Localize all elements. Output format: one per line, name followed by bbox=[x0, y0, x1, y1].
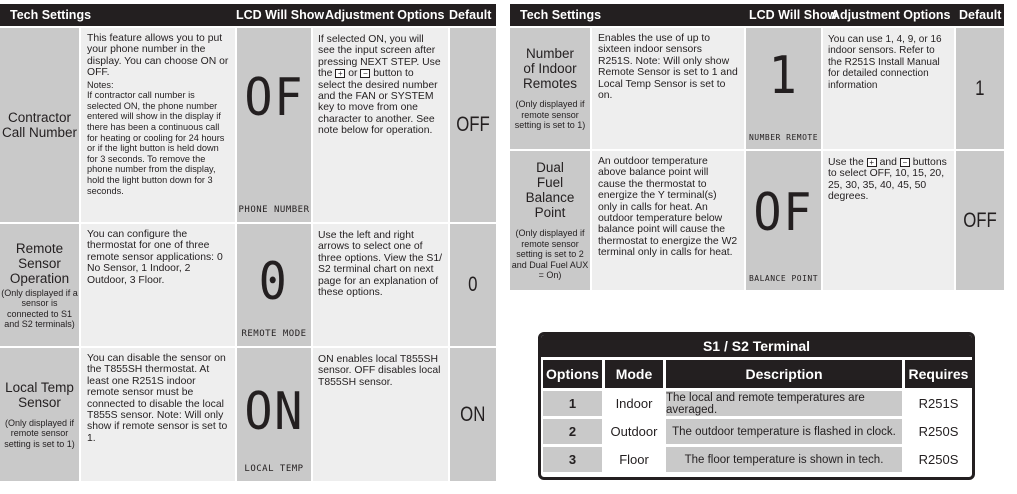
adjustment-options-cell bbox=[313, 224, 448, 346]
lcd-label: BALANCE POINT bbox=[748, 274, 819, 283]
plus-button-icon: + bbox=[335, 69, 345, 78]
setting-condition: (Only displayed if remote sensor setting is set to 2 and Dual Fuel AUX = On) bbox=[511, 228, 589, 281]
minus-button-icon: − bbox=[360, 69, 370, 78]
column-header-description: Description bbox=[666, 360, 902, 388]
lcd-display-cell bbox=[746, 28, 821, 149]
default-cell bbox=[956, 151, 1004, 290]
default-value: 1 bbox=[975, 76, 985, 100]
setting-name-cell bbox=[0, 28, 79, 222]
lcd-label: LOCAL TEMP bbox=[244, 464, 304, 474]
lcd-big-readout: ON bbox=[244, 382, 304, 442]
right-table-header bbox=[510, 4, 1004, 26]
lcd-display-cell bbox=[746, 151, 821, 290]
table-cell-description: The floor temperature is shown in tech. bbox=[666, 447, 902, 472]
setting-condition: (Only displayed if remote sensor setting is set to 1) bbox=[4, 417, 75, 449]
setting-description bbox=[592, 28, 744, 149]
adjustment-text-a: Use the bbox=[828, 157, 864, 168]
setting-description bbox=[81, 348, 235, 481]
setting-name-cell bbox=[510, 28, 590, 149]
adjustment-options-cell bbox=[313, 28, 448, 222]
plus-button-icon: + bbox=[867, 158, 877, 167]
table-cell-requires: R250S bbox=[918, 424, 959, 439]
header-lcd-will-show: LCD Will Show bbox=[749, 8, 838, 22]
setting-name: Local Temp Sensor bbox=[5, 379, 74, 410]
header-default: Default bbox=[449, 8, 492, 22]
setting-description bbox=[592, 151, 744, 290]
lcd-label: PHONE NUMBER bbox=[238, 205, 310, 215]
setting-name: Dual Fuel Balance Point bbox=[525, 160, 575, 221]
default-cell bbox=[956, 28, 1004, 149]
setting-name-cell bbox=[0, 348, 79, 481]
column-header-requires: Requires bbox=[905, 360, 972, 388]
setting-name: Number of Indoor Remotes bbox=[522, 46, 578, 92]
s1-s2-terminal-table bbox=[538, 332, 975, 480]
adjustment-text: Use the left and right arrows to select one of three options. View the S1/ S2 terminal chart on next page for an explanation of these options. bbox=[318, 230, 442, 299]
lcd-label: NUMBER REMOTE bbox=[748, 133, 819, 142]
description-text: An outdoor temperature above balance point will cause the thermostat to energize the Y terminal(s) only in calls for heat. An outdoor temperature below balance point will cause the thermostat to energize the W2 terminal only in calls for heat. bbox=[598, 156, 738, 259]
table-cell-option: 2 bbox=[543, 419, 602, 444]
default-cell bbox=[450, 224, 496, 346]
default-cell bbox=[450, 28, 496, 222]
default-value: ON bbox=[460, 402, 486, 426]
column-header-options: Options bbox=[543, 360, 602, 388]
table-cell-mode: Floor bbox=[619, 452, 649, 467]
adjustment-text: You can use 1, 4, 9, or 16 indoor sensors. Refer to the R251S Install Manual for detailed connection information bbox=[828, 34, 942, 91]
lcd-big-readout: 1 bbox=[768, 46, 799, 106]
adjustment-text-b: button to select the desired number and the FAN or SYSTEM key to move from one character to another. See note below for operation. bbox=[318, 68, 438, 137]
setting-description bbox=[81, 224, 235, 346]
adjustment-options-cell bbox=[313, 348, 448, 481]
table-cell-requires: R250S bbox=[918, 452, 959, 467]
adjustment-and: and bbox=[879, 157, 897, 168]
table-cell-description: The local and remote temperatures are averaged. bbox=[666, 391, 902, 416]
header-lcd-will-show: LCD Will Show bbox=[236, 8, 325, 22]
table-cell-option: 1 bbox=[543, 391, 602, 416]
default-cell bbox=[450, 348, 496, 481]
table-cell-mode: Outdoor bbox=[610, 424, 658, 439]
adjustment-options-cell bbox=[823, 28, 954, 149]
column-header-mode: Mode bbox=[605, 360, 663, 388]
lcd-big-readout: OF bbox=[753, 183, 814, 243]
header-tech-settings: Tech Settings bbox=[10, 8, 92, 22]
terminal-table-title: S1 / S2 Terminal bbox=[541, 335, 972, 357]
lcd-big-readout: 0 bbox=[259, 252, 289, 312]
adjustment-text: ON enables local T855SH sensor. OFF disables local T855SH sensor. bbox=[318, 354, 441, 388]
default-value: OFF bbox=[963, 208, 997, 232]
adjustment-options-cell bbox=[823, 151, 954, 290]
description-text: This feature allows you to put your phone number in the display. You can choose ON or OFF. bbox=[87, 33, 229, 79]
table-cell-requires: R251S bbox=[918, 396, 959, 411]
header-adjustment-options: Adjustment Options bbox=[831, 8, 951, 22]
left-table-header bbox=[0, 4, 496, 26]
setting-description bbox=[81, 28, 235, 222]
table-cell-option: 3 bbox=[543, 447, 602, 472]
setting-name: Remote Sensor Operation bbox=[9, 240, 70, 286]
description-text: Enables the use of up to sixteen indoor sensors R251S. Note: Will only show Remote Sensor is set to 1 and Local Temp Sensor is set to on. bbox=[598, 33, 738, 102]
lcd-big-readout: OF bbox=[244, 68, 304, 128]
default-value: OFF bbox=[456, 113, 490, 136]
lcd-display-cell bbox=[237, 348, 311, 481]
lcd-display-cell bbox=[237, 224, 311, 346]
setting-name-cell bbox=[510, 151, 590, 290]
setting-name-cell bbox=[0, 224, 79, 346]
setting-condition: (Only displayed if remote sensor setting is set to 1) bbox=[514, 99, 586, 131]
minus-button-icon: − bbox=[900, 158, 910, 167]
adjustment-text-a: If selected ON, you will see the input screen after pressing NEXT STEP. Use the bbox=[318, 34, 441, 80]
lcd-display-cell bbox=[237, 28, 311, 222]
description-notes: Notes: If contractor call number is selected ON, the phone number entered will show in the display if there has been a continuous call for heating or cooling for 24 hours or if the light button is held down for 3 seconds. To remove the phone number from the display, hold the light button down for 3 seconds. bbox=[87, 79, 225, 196]
setting-condition: (Only displayed if a sensor is connected to S1 and S2 terminals) bbox=[1, 287, 78, 329]
header-adjustment-options: Adjustment Options bbox=[325, 8, 445, 22]
header-default: Default bbox=[959, 8, 1002, 22]
default-value: 0 bbox=[468, 273, 478, 296]
description-text: You can configure the thermostat for one of three remote sensor applications: 0 No Sensor, 1 Indoor, 2 Outdoor, 3 Floor. bbox=[87, 229, 223, 286]
adjustment-text-b: buttons to select OFF, 10, 15, 20, 25, 30, 35, 40, 45, 50 degrees. bbox=[828, 157, 947, 203]
header-tech-settings: Tech Settings bbox=[520, 8, 602, 22]
description-text: You can disable the sensor on the T855SH thermostat. At least one R251S indoor remote sensor must be connected to disable the local T855S sensor. Note: Will only show if remote sensor is set to 1. bbox=[87, 353, 228, 444]
table-cell-mode: Indoor bbox=[615, 396, 653, 411]
adjustment-or: or bbox=[348, 68, 358, 80]
table-cell-description: The outdoor temperature is flashed in clock. bbox=[666, 419, 902, 444]
setting-name: Contractor Call Number bbox=[1, 110, 78, 140]
lcd-label: REMOTE MODE bbox=[241, 329, 307, 339]
